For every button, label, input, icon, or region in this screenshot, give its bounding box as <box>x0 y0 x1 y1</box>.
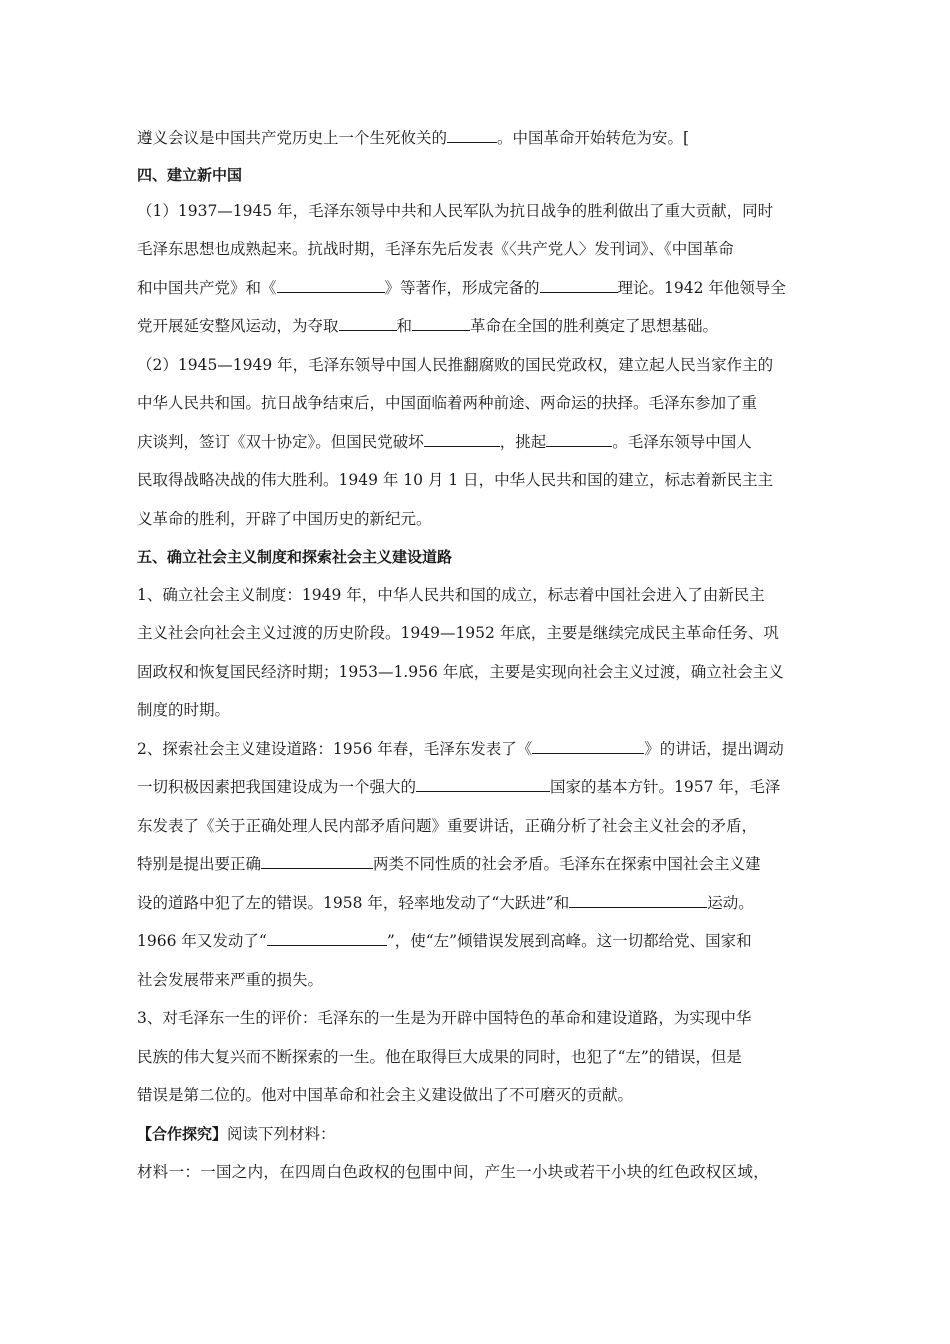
coop-label: 【合作探究】 <box>137 1125 228 1143</box>
text-line: 民取得战略决战的伟大胜利。1949 年 10 月 1 日，中华人民共和国的建立，标志着新民主主 <box>137 471 774 489</box>
text-line: 社会发展带来严重的损失。 <box>137 971 324 989</box>
text-line: 固政权和恢复国民经济时期；1953—1.956 年底，主要是实现向社会主义过渡，确立社会主义 <box>137 663 784 681</box>
text-line: 错误是第二位的。他对中国革命和社会主义建设做出了不可磨灭的贡献。 <box>137 1086 634 1104</box>
text-line: 1966 年又发动了“ ”，使“左”倾错误发展到高峰。这一切都给党、国家和 <box>137 932 752 950</box>
fill-blank[interactable] <box>532 738 644 754</box>
text-line: （2）1945—1949 年，毛泽东领导中国人民推翻腐败的国民党政权，建立起人民当家作主的 <box>137 356 774 374</box>
fill-blank[interactable] <box>569 892 707 908</box>
text-line: 特别是提出要正确 两类不同性质的社会矛盾。毛泽东在探索中国社会主义建 <box>137 855 761 873</box>
text-line: 一切积极因素把我国建设成为一个强大的 国家的基本方针。1957 年，毛泽 <box>137 778 781 796</box>
fill-blank[interactable] <box>546 431 612 447</box>
text-line: 2、探索社会主义建设道路：1956 年春，毛泽东发表了《 》的讲话，提出调动 <box>137 740 784 758</box>
fill-blank[interactable] <box>277 277 385 293</box>
text-line: （1）1937—1945 年，毛泽东领导中共和人民军队为抗日战争的胜利做出了重大贡献，同时 <box>137 202 774 220</box>
fill-blank[interactable] <box>540 277 618 293</box>
text-line: 义革命的胜利，开辟了中国历史的新纪元。 <box>137 510 432 528</box>
fill-blank[interactable] <box>339 315 397 331</box>
fill-blank[interactable] <box>261 853 373 869</box>
fill-blank[interactable] <box>447 127 497 143</box>
text-line: 毛泽东思想也成熟起来。抗战时期，毛泽东先后发表《〈共产党人〉发刊词》、《中国革命 <box>137 240 734 258</box>
fill-blank[interactable] <box>412 315 470 331</box>
material-line: 材料一：一国之内，在四周白色政权的包围中间，产生一小块或若干小块的红色政权区域， <box>137 1163 770 1181</box>
text-line: 制度的时期。 <box>137 701 231 719</box>
text-line: 庆谈判，签订《双十协定》。但国民党破坏 ，挑起 。毛泽东领导中国人 <box>137 433 752 451</box>
section-heading-4: 四、建立新中国 <box>137 166 243 184</box>
fill-blank[interactable] <box>424 431 500 447</box>
text-line: 东发表了《关于正确处理人民内部矛盾问题》重要讲话，正确分析了社会主义社会的矛盾， <box>137 817 758 835</box>
text-line: 【合作探究】阅读下列材料： <box>137 1125 336 1143</box>
text-line: 民族的伟大复兴而不断探索的一生。他在取得巨大成果的同时，也犯了“左”的错误，但是 <box>137 1048 742 1066</box>
text-line: 和中国共产党》和《 》等著作，形成完备的 理论。1942 年他领导全 <box>137 279 786 297</box>
text-line: 设的道路中犯了左的错误。1958 年，轻率地发动了“大跃进”和 运动。 <box>137 894 754 912</box>
text-line: 主义社会向社会主义过渡的历史阶段。1949—1952 年底，主要是继续完成民主革命任务、巩 <box>137 624 779 642</box>
text-line: 1、确立社会主义制度：1949 年，中华人民共和国的成立，标志着中国社会进入了由新民主 <box>137 586 765 604</box>
fill-blank[interactable] <box>416 776 550 792</box>
text-line: 3、对毛泽东一生的评价：毛泽东的一生是为开辟中国特色的革命和建设道路，为实现中华 <box>137 1009 752 1027</box>
section-heading-5: 五、确立社会主义制度和探索社会主义建设道路 <box>137 548 453 566</box>
fill-blank[interactable] <box>267 930 387 946</box>
text-line: 遵义会议是中国共产党历史上一个生死攸关的 。中国革命开始转危为安。[ <box>137 129 690 147</box>
text-line: 中华人民共和国。抗日战争结束后，中国面临着两种前途、两命运的抉择。毛泽东参加了重 <box>137 394 758 412</box>
text-line: 党开展延安整风运动，为夺取 和 革命在全国的胜利奠定了思想基础。 <box>137 317 719 335</box>
